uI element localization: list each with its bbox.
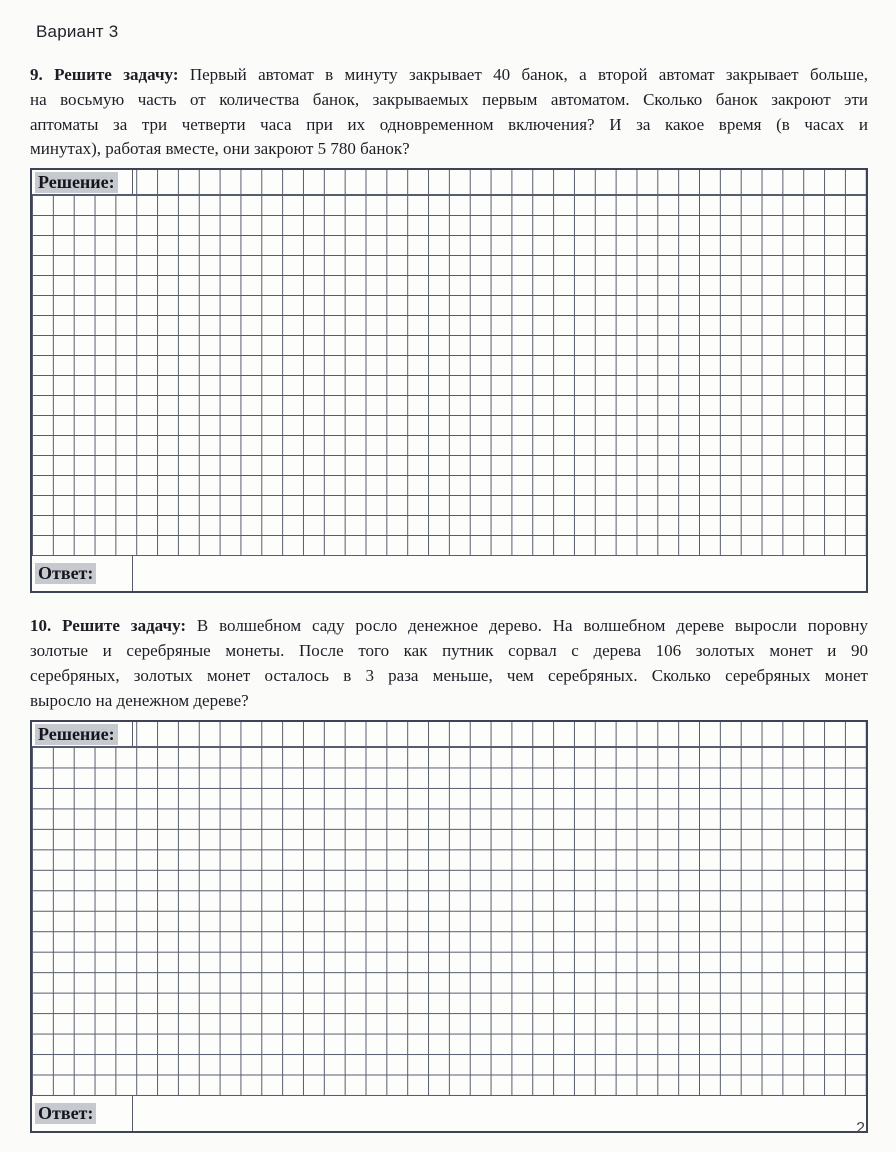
problem-9-answer-row	[32, 555, 866, 591]
problem-9-line-4: минутах), работая вместе, они закроют 5 780 банок?	[30, 139, 410, 159]
solution-label-cell	[32, 722, 133, 746]
problem-10-text: В волшебном саду росло денежное дерево. На волшебном дереве выросли поровну	[196, 616, 868, 636]
problem-10-answer-row	[32, 1095, 866, 1131]
solution-header-cells	[133, 170, 866, 194]
problem-10-work-area	[32, 747, 866, 1095]
problem-9-number-label: 9. Решите задачу:	[30, 65, 179, 84]
solution-header-row	[32, 170, 866, 195]
solution-label: Решение:	[35, 724, 118, 745]
problem-10-line-2: золотые и серебряные монеты. После того как путник сорвал с дерева 106 золотых монет и 90	[30, 641, 868, 661]
problem-10-line-3: серебряных, золотых монет осталось в 3 раза меньше, чем серебряных. Сколько серебряных монет	[30, 666, 868, 686]
problem-9-text: Первый автомат в минуту закрывает 40 банок, а второй автомат закрывает больше,	[189, 65, 869, 84]
problem-9-statement	[30, 63, 868, 162]
problem-10-line-4: выросло на денежном дереве?	[30, 691, 249, 711]
problem-9-line-1	[30, 63, 868, 88]
solution-header-row	[32, 722, 866, 747]
problem-10-number-label: 10. Решите задачу:	[30, 616, 187, 636]
solution-label: Решение:	[35, 172, 118, 193]
answer-label: Ответ:	[35, 563, 96, 584]
page-number: 2	[856, 1120, 865, 1137]
problem-9-work-area	[32, 195, 866, 555]
variant-label: Вариант 3	[36, 22, 119, 41]
problem-9-solution-grid	[30, 168, 868, 593]
problem-10-answer-field	[133, 1096, 866, 1131]
problem-10-solution-grid	[30, 720, 868, 1133]
problem-9-answer-field	[133, 556, 866, 591]
problem-9-line-3: аптоматы за три четверти часа при их одновременном включения? И за какое время (в часах и	[30, 114, 868, 134]
problem-9-line-2: на восьмую часть от количества банок, закрываемых первым автоматом. Сколько банок закроют эти	[30, 89, 868, 109]
problem-10-line-1	[30, 613, 868, 638]
answer-label: Ответ:	[35, 1103, 96, 1124]
solution-label-cell	[32, 170, 133, 194]
answer-label-cell	[32, 556, 133, 591]
answer-label-cell	[32, 1096, 133, 1131]
solution-header-cells	[133, 722, 866, 746]
problem-10-statement	[30, 613, 868, 713]
